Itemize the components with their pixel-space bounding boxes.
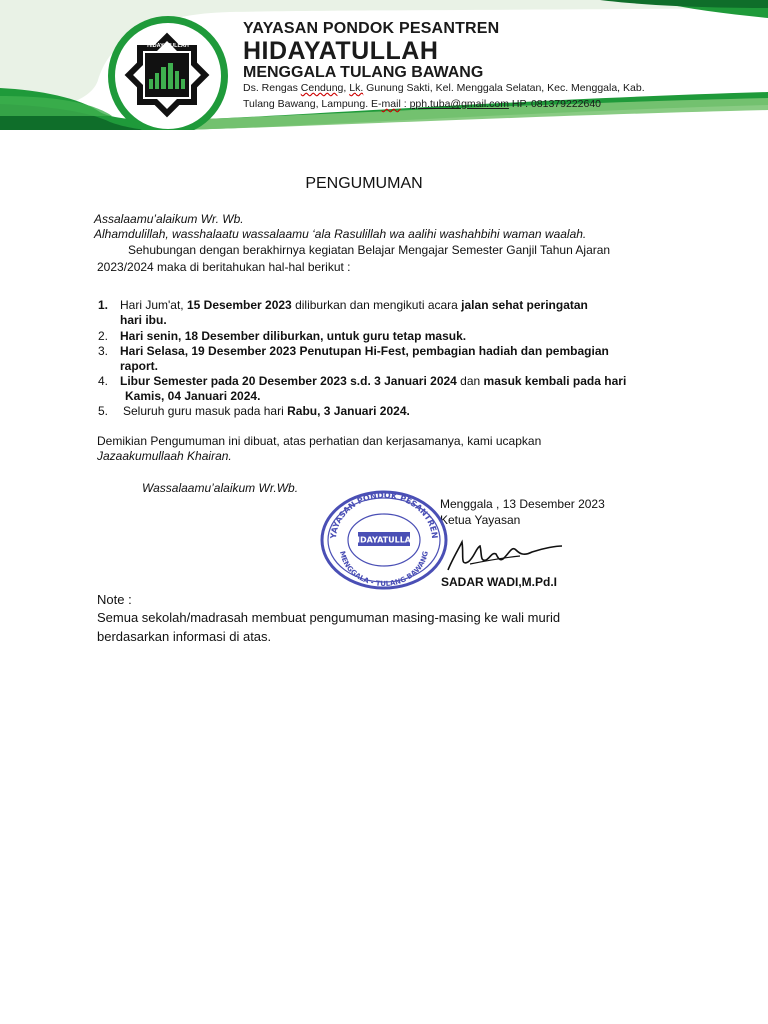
list-number: 5. — [98, 404, 109, 418]
item-text: dan — [456, 374, 484, 388]
stamp-center-text: HIDAYATULLAH — [350, 535, 418, 545]
place-date: Menggala , 13 Desember 2023 — [440, 497, 605, 511]
foundation-name: YAYASAN PONDOK PESANTREN — [243, 20, 500, 37]
document-title: PENGUMUMAN — [305, 175, 423, 192]
institution-name: HIDAYATULLAH — [243, 37, 439, 65]
address-line-2 — [243, 98, 601, 110]
address-part: Tulang Bawang, Lampung. E- — [243, 98, 382, 110]
note-line-1: Semua sekolah/madrasah membuat pengumuman masing-masing ke wali murid — [97, 610, 561, 625]
item-text: . — [406, 404, 410, 418]
item-text: Hari senin, 18 Desember diliburkan, untuk guru tetap masuk. — [120, 329, 467, 343]
institution-location: MENGGALA TULANG BAWANG — [243, 64, 484, 81]
official-stamp — [318, 488, 450, 592]
note-line-2: berdasarkan informasi di atas. — [97, 629, 272, 644]
item-text: 15 Desember 2023 — [186, 298, 292, 312]
item-text: Hari Selasa, 19 Desember 2023 Penutupan Hi-Fest, pembagian hadiah dan pembagian — [120, 344, 609, 358]
item-text: Rabu, 3 Januari 2024 — [287, 404, 407, 418]
list-number: 4. — [98, 374, 109, 388]
note-label: Note : — [97, 592, 132, 607]
address-part: Gunung Sakti, Kel. Menggala Selatan, Kec. Menggala, Kab. — [363, 82, 645, 94]
address-part: Ds. Rengas — [243, 82, 301, 94]
item-text: diliburkan dan mengikuti acara — [291, 298, 462, 312]
address-part: Lk. — [349, 82, 364, 94]
item-text: Libur Semester pada 20 Desember 2023 s.d. 3 Januari 2024 — [120, 374, 457, 388]
signer-name: SADAR WADI,M.Pd.I — [441, 575, 557, 589]
closing-line-1: Demikian Pengumuman ini dibuat, atas perhatian dan kerjasamanya, kami ucapkan — [97, 434, 542, 448]
greeting: Assalaamu’alaikum Wr. Wb. — [94, 212, 244, 226]
letterhead — [0, 0, 768, 130]
signer-position: Ketua Yayasan — [440, 513, 521, 527]
item-text: Hari Jum'at, — [120, 298, 187, 312]
list-number: 1. — [98, 298, 109, 312]
address-part: Cendung — [300, 82, 344, 94]
signature — [440, 532, 570, 577]
item-text: hari ibu. — [120, 313, 167, 327]
intro-line-1: Sehubungan dengan berakhirnya kegiatan Belajar Mengajar Semester Ganjil Tahun Ajaran — [128, 243, 611, 257]
intro-line-2: 2023/2024 maka di beritahukan hal-hal berikut : — [97, 260, 351, 274]
item-text: Kamis, 04 Januari 2024. — [125, 389, 261, 403]
farewell: Wassalaamu’alaikum Wr.Wb. — [142, 481, 299, 495]
logo-text: HIDAYATULLAH — [147, 43, 189, 49]
item-text: masuk kembali pada hari — [483, 374, 627, 388]
stamp-bottom-text: MENGGALA - TULANG BAWANG — [338, 550, 430, 589]
address-part: HP. 081379222640 — [508, 98, 602, 110]
address-part: : — [400, 98, 410, 110]
address-part: mail — [381, 98, 401, 110]
opening: Alhamdulillah, wasshalaatu wassalaamu ‘ala Rasulillah wa aalihi washahbihi waman waalah. — [94, 227, 587, 241]
address-line-1 — [243, 82, 645, 94]
list-number: 3. — [98, 344, 109, 358]
stamp-top-text: YAYASAN PONDOK PESANTREN — [328, 490, 440, 540]
email-link[interactable]: pph.tuba@gmail.com — [409, 98, 509, 110]
item-text: raport. — [120, 359, 159, 373]
address-part: , — [343, 82, 350, 94]
list-number: 2. — [98, 329, 109, 343]
item-text: jalan sehat peringatan — [461, 298, 588, 312]
item-text: Seluruh guru masuk pada hari — [123, 404, 288, 418]
closing-line-2: Jazaakumullaah Khairan. — [97, 449, 232, 463]
